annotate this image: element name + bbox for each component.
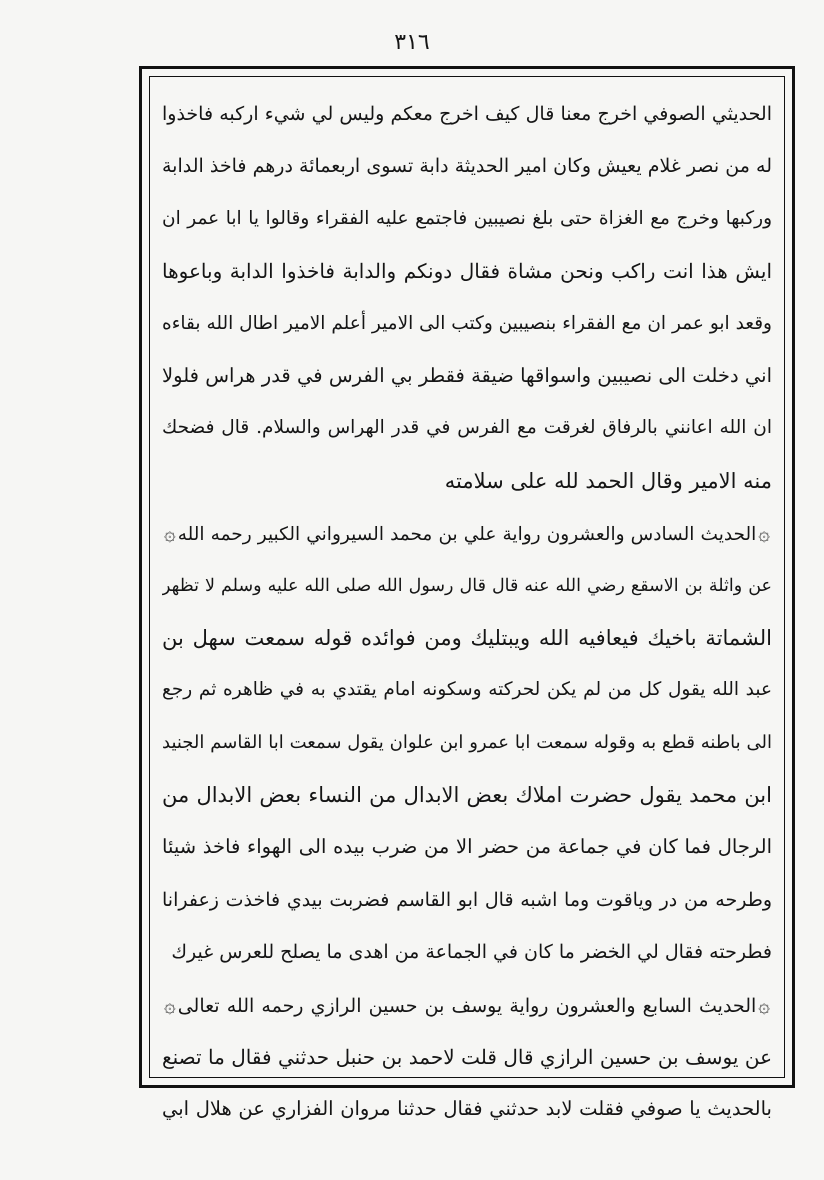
- text-line-14: ابن محمد يقول حضرت املاك بعض الابدال من النساء بعض الابدال من: [162, 783, 772, 808]
- text-line-7: ان الله اعانني بالرفاق لغرقت مع الفرس في قدر الهراس والسلام. قال فضحك: [162, 417, 772, 439]
- text-line-16: وطرحه من در وياقوت وما اشبه قال ابو القاسم فضربت بيدي فاخذت زعفرانا: [162, 888, 772, 911]
- text-line-3: وركبها وخرج مع الغزاة حتى بلغ نصيبين فاجتمع عليه الفقراء وقالوا يا ابا عمر ان: [162, 207, 772, 229]
- ornament-star-icon: ۞: [164, 992, 176, 1017]
- hadith-heading-26: [162, 507, 772, 559]
- text-line-20: بالحديث يا صوفي فقلت لابد حدثني فقال حدثنا مروان الفزاري عن هلال ابي: [162, 1097, 772, 1121]
- page-number: ٣١٦: [394, 30, 430, 55]
- text-line-8: منه الامير وقال الحمد لله على سلامته: [444, 468, 772, 493]
- manuscript-text: [162, 88, 772, 1121]
- hadith-heading-27: [162, 979, 772, 1031]
- text-line-19: عن يوسف بن حسين الرازي قال قلت لاحمد بن حنبل حدثني فقال ما تصنع: [162, 1045, 772, 1070]
- text-line-2: له من نصر غلام يعيش وكان امير الحديثة دابة تسوى اربعمائة درهم فاخذ الدابة: [162, 155, 772, 178]
- text-line-10: عن واثلة بن الاسقع رضي الله عنه قال قال رسول الله صلى الله عليه وسلم لا تظهر: [162, 575, 772, 596]
- text-line-17: فطرحته فقال لي الخضر ما كان في الجماعة من اهدى ما يصلح للعرس غيرك: [171, 941, 772, 964]
- hadith-heading-26-text: الحديث السادس والعشرون رواية علي بن محمد السيرواني الكبير رحمه الله: [177, 524, 757, 546]
- ornament-star-icon: ۞: [758, 521, 770, 546]
- text-line-5: وقعد ابو عمر ان مع الفقراء بنصيبين وكتب الى الامير أعلم الامير اطال الله بقاءه: [162, 312, 772, 334]
- text-line-12: عبد الله يقول كل من لم يكن لحركته وسكونه امام يقتدي به في ظاهره ثم رجع: [162, 679, 772, 701]
- text-line-13: الى باطنه قطع به وقوله سمعت ابا عمرو ابن علوان يقول سمعت ابا القاسم الجنيد: [162, 731, 772, 753]
- hadith-heading-27-text: الحديث السابع والعشرون رواية يوسف بن حسين الرازي رحمه الله تعالى: [177, 994, 757, 1017]
- text-line-4: ايش هذا انت راكب ونحن مشاة فقال دونكم والدابة فاخذوا الدابة وباعوها: [162, 259, 772, 284]
- text-line-6: اني دخلت الى نصيبين واسواقها ضيقة فقطر بي الفرس في قدر هراس فلولا: [162, 363, 772, 387]
- text-line-1: الحديثي الصوفي اخرج معنا قال كيف اخرج معكم وليس لي شيء اركبه فاخذوا: [162, 103, 772, 125]
- ornament-star-icon: ۞: [164, 521, 176, 546]
- ornament-star-icon: ۞: [758, 992, 770, 1017]
- text-line-15: الرجال فما كان في جماعة من حضر الا من ضرب بيده الى الهواء فاخذ شيئا: [162, 835, 772, 859]
- text-line-11: الشماتة باخيك فيعافيه الله ويبتليك ومن فوائده قوله سمعت سهل بن: [162, 625, 772, 650]
